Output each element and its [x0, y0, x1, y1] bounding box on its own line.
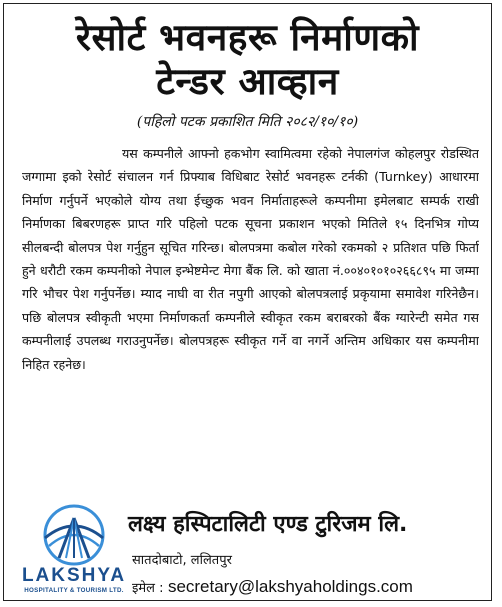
- notice-title-line1: रेसोर्ट भवनहरू निर्माणको: [75, 16, 420, 59]
- logo-emblem-icon: [39, 504, 109, 566]
- tender-notice: [3, 3, 492, 601]
- email-link[interactable]: secretary@lakshyaholdings.com: [167, 577, 413, 596]
- notice-title-line2: टेन्डर आव्हान: [156, 60, 339, 103]
- company-name: लक्ष्य हस्पिटालिटी एण्ड टुरिजम लि.: [128, 512, 408, 537]
- logo-name: LAKSHYA: [21, 565, 127, 586]
- company-logo: [16, 504, 132, 600]
- email-label: इमेल :: [132, 581, 164, 596]
- logo-subtitle: HOSPITALITY & TOURISM LTD.: [24, 587, 124, 594]
- published-date: (पहिलो पटक प्रकाशित मिति २०८२/१०/१०): [136, 114, 359, 130]
- company-address: सातदोबाटो, ललितपुर: [132, 553, 232, 568]
- email-row: [132, 576, 413, 600]
- notice-body: यस कम्पनीले आफ्नो हकभोग स्वामित्वमा रहेको नेपालगंज कोहलपुर रोडस्थित जग्गामा इको रेसोर्ट संचालन गर्न प्रिफ्याब विधिबाट रेसोर्ट भवनहरू टर्नकी (Turnkey) आधारमा निर्माण गर्नुपर्ने भएकोले योग्य तथा ईच्छुक भवन निर्माताहरूले कम्पनीमा इमेलबाट सम्पर्क राखी निर्माणका बिबरणहरू प्राप्त गरि पहिलो पटक सूचना प्रकाशन भएको मितिले १५ दिनभित्र गोप्य सीलबन्दी बोलपत्र पेश गर्नुहुन सूचित गरिन्छ। बोलपत्रमा कबोल गरेको रकमको २ प्रतिशत पछि फिर्ता हुने धरौटी रकम कम्पनीको नेपाल इन्भेष्टमेन्ट मेगा बैंक लि. को खाता नं.००४०१०१०२६६८९५ मा जम्मा गरि भौचर पेश गर्नुपर्नेछ। म्याद नाघी वा रीत नपुगी आएको बोलपत्रलाई प्रकृयामा समावेश गरिनेछैन। पछि बोलपत्र स्वीकृती भएमा निर्माणकर्ता कम्पनीले स्वीकृत रकम बराबरको बैंक ग्यारेन्टी समेत गस कम्पनीलाई उपलब्ध गराउनुपर्नेछ। बोलपत्रहरू स्वीकृत गर्ने वा नगर्ने अन्तिम अधिकार यस कम्पनीमा निहित रहनेछ।: [22, 146, 479, 372]
